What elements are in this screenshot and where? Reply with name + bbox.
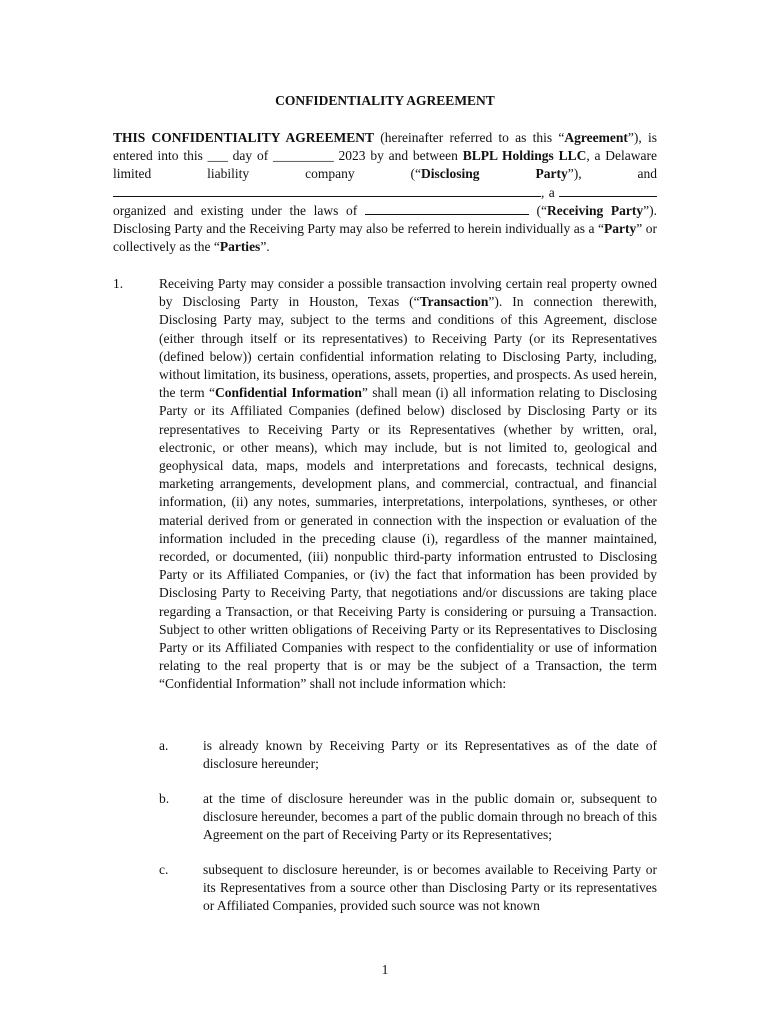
intro-text: organized and existing under the laws of — [113, 202, 365, 218]
term-receiving-party: Receiving Party — [547, 202, 644, 218]
intro-text: , a — [541, 184, 559, 200]
intro-text: (hereinafter referred to as this “ — [374, 130, 565, 145]
document-title: CONFIDENTIALITY AGREEMENT — [275, 93, 495, 108]
blank-line-entity-type — [559, 184, 657, 197]
section-text: ” shall mean (i) all information relating to Disclosing Party or its Affiliated Companies (defined below) disclosed by Disclosing Party or its representatives to Receiving Party or its Representatives (whether by written, oral, electronic, or other means), which may include, but is not limited to, geological and geophysical data, maps, models and interpretations and forecasts, technical designs, marketing arrangements, development plans, and commercial, contractual, and financial information, (ii) any notes, summaries, interpretations, interpolations, syntheses, or other material derived from or generated in connection with the inspection or evaluation of the information included in the preceding clause (i), regardless of the manner maintained, recorded, or documented, (iii) nonpublic third-party information entrusted to Disclosing Party or its Affiliated Companies, or (iv) the fact that information has been provided by Disclosing Party to Receiving Party, that negotiations and/or discussions are taking place regarding a Transaction, or that Receiving Party is considering or pursuing a Transaction. Subject to other written obligations of Receiving Party or its Representatives to Disclosing Party or its Affiliated Companies with respect to the confidentiality or use of information relating to the real property that is or may be the subject of a Transaction, the term “Confidential Information” shall not include information which: — [159, 385, 657, 692]
section-1-body — [159, 275, 657, 694]
section-number: 1. — [113, 276, 124, 291]
intro-paragraph — [113, 129, 657, 256]
blank-line-receiving-name — [113, 184, 541, 197]
intro-text: ”), and — [567, 166, 658, 182]
term-agreement: Agreement — [564, 130, 628, 145]
blank-line-jurisdiction — [365, 202, 529, 215]
subitem-text: at the time of disclosure hereunder was in the public domain or, subsequent to disclosure hereunder, becomes a part of the public domain through no breach of this Agreement on the part of Receiving Party or its Representatives; — [203, 791, 657, 843]
term-confidential-information: Confidential Information — [214, 385, 362, 401]
intro-text: (“ — [528, 202, 548, 218]
term-disclosing-party: Disclosing Party — [421, 166, 568, 182]
company-name: BLPL Holdings LLC — [462, 148, 587, 164]
term-transaction: Transaction — [419, 294, 489, 310]
subitem-label: b. — [159, 791, 170, 806]
section-text: Receiving Party may consider a possible transaction involving certain real property owned by Disclosing Party in Houston, Texas (“ — [159, 276, 657, 310]
subitem-label: a. — [159, 738, 169, 753]
subitem-text: subsequent to disclosure hereunder, is or becomes available to Receiving Party or its Representatives from a source other than Disclosing Party or its representatives or Affiliated Companies, provided such source was not known — [203, 862, 657, 914]
subitem-b — [159, 790, 657, 845]
subitem-a — [159, 737, 657, 773]
section-text: ”). In connection therewith, Disclosing Party may, subject to the terms and conditions of this Agreement, disclose (either through itself or its representatives) to Receiving Party (or its Representatives (defined below)) certain confidential information relating to Disclosing Party, including, without limitation, its business, operations, assets, properties, and prospects. As used herein, the term “ — [159, 294, 657, 401]
page-number: 1 — [381, 962, 389, 977]
subitem-c — [159, 861, 657, 916]
intro-text: , a Delaware limited liability company (“ — [113, 148, 657, 182]
intro-text: ”. — [260, 239, 270, 255]
subitem-label: c. — [159, 862, 169, 877]
intro-text: ” or collectively as the “ — [113, 221, 657, 255]
term-parties: Parties — [219, 239, 261, 255]
intro-lead-in: THIS CONFIDENTIALITY AGREEMENT — [113, 130, 375, 145]
section-1 — [113, 275, 657, 694]
term-party: Party — [604, 221, 637, 237]
intro-text: ”), is entered into this ___ day of _________ 2023 by and between — [113, 130, 657, 164]
intro-text: ”). Disclosing Party and the Receiving Party may also be referred to herein individually as a “ — [113, 202, 657, 237]
subitem-text: is already known by Receiving Party or its Representatives as of the date of disclosure hereunder; — [203, 738, 657, 772]
